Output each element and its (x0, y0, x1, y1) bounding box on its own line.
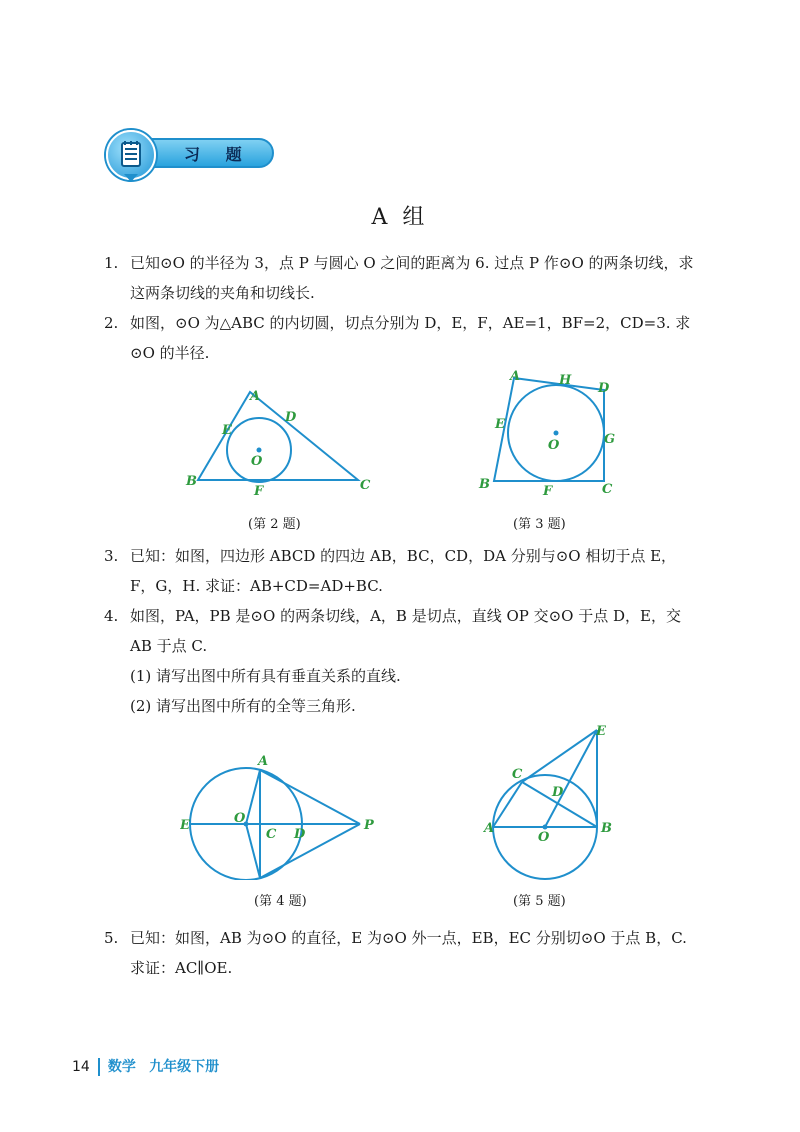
figure-2 (180, 385, 380, 505)
problem-5 (104, 923, 700, 983)
problem-number: 4. (104, 607, 119, 625)
label-c: C (512, 767, 523, 782)
label-e: E (495, 417, 505, 432)
problem-text: 如图，⊙O 为△ABC 的内切圆，切点分别为 D，E，F，AE=1，BF=2，CD=3. 求⊙O 的半径. (130, 314, 691, 362)
page-number: 14 (72, 1059, 90, 1075)
center-dot (543, 825, 548, 830)
problem-number: 5. (104, 929, 119, 947)
figure-3 (474, 366, 634, 506)
label-h: H (559, 373, 572, 388)
label-p: P (364, 818, 374, 833)
problem-text: 已知：如图，四边形 ABCD 的四边 AB，BC，CD，DA 分别与⊙O 相切于点 E，F，G，H. 求证：AB+CD=AD+BC. (130, 547, 677, 595)
label-a: A (510, 369, 521, 384)
label-d: D (598, 381, 610, 396)
problem-3 (104, 541, 700, 601)
caption-figure-5: (第 5 题) (513, 894, 566, 909)
notepad-icon (106, 130, 156, 180)
problem-text: 如图，PA，PB 是⊙O 的两条切线，A，B 是切点，直线 OP 交⊙O 于点 D，E，交 AB 于点 C. (130, 607, 681, 655)
section-label: 习 题 (184, 145, 252, 164)
label-e: E (180, 818, 190, 833)
label-b: B (479, 477, 490, 492)
label-a: A (484, 821, 495, 836)
group-title: A 组 (371, 205, 429, 230)
label-d: D (552, 785, 564, 800)
problem-text: 已知：如图，AB 为⊙O 的直径，E 为⊙O 外一点，EB，EC 分别切⊙O 于点 B，C. 求证：AC∥OE. (130, 929, 687, 977)
label-d: D (294, 827, 306, 842)
problem-4-sub-2: (2) 请写出图中所有的全等三角形. (130, 697, 356, 715)
label-a: A (250, 389, 261, 404)
label-f: F (254, 484, 264, 499)
center-dot (257, 448, 262, 453)
tangent-pa (260, 770, 360, 824)
label-c: C (266, 827, 277, 842)
problem-number: 3. (104, 547, 119, 565)
label-o: O (538, 830, 550, 845)
label-c: C (360, 478, 371, 493)
caption-figure-4: (第 4 题) (254, 894, 307, 909)
problem-number: 2. (104, 314, 119, 332)
figure-5 (480, 720, 640, 880)
book-title: 数学 (107, 1059, 136, 1075)
label-d: D (285, 410, 297, 425)
caption-figure-3: (第 3 题) (513, 517, 566, 532)
section-banner (100, 128, 276, 184)
label-o: O (234, 811, 246, 826)
label-e: E (596, 724, 606, 739)
quadrilateral-abcd (494, 378, 604, 481)
problem-4 (104, 601, 700, 661)
center-dot (554, 431, 559, 436)
label-o: O (548, 438, 560, 453)
radius-oa (246, 770, 260, 824)
banner-arrow-icon (124, 174, 138, 182)
label-e: E (222, 423, 232, 438)
label-b: B (186, 474, 197, 489)
radius-ob (246, 824, 260, 878)
label-o: O (251, 454, 263, 469)
problem-4-sub-1: (1) 请写出图中所有具有垂直关系的直线. (130, 667, 401, 685)
figure-4 (180, 750, 390, 880)
book-grade: 九年级下册 (149, 1059, 220, 1075)
caption-figure-2: (第 2 题) (248, 517, 301, 532)
problem-1 (104, 248, 700, 308)
label-g: G (604, 432, 616, 447)
label-b: B (601, 821, 612, 836)
page-footer (72, 1056, 219, 1076)
label-f: F (543, 484, 553, 499)
label-c: C (602, 482, 613, 497)
problem-number: 1. (104, 254, 119, 272)
problem-text: 已知⊙O 的半径为 3，点 P 与圆心 O 之间的距离为 6. 过点 P 作⊙O 的两条切线，求这两条切线的夹角和切线长. (130, 254, 694, 302)
label-a: A (258, 754, 269, 769)
footer-divider (98, 1058, 100, 1076)
tangent-ec (522, 730, 597, 782)
problem-2 (104, 308, 700, 368)
